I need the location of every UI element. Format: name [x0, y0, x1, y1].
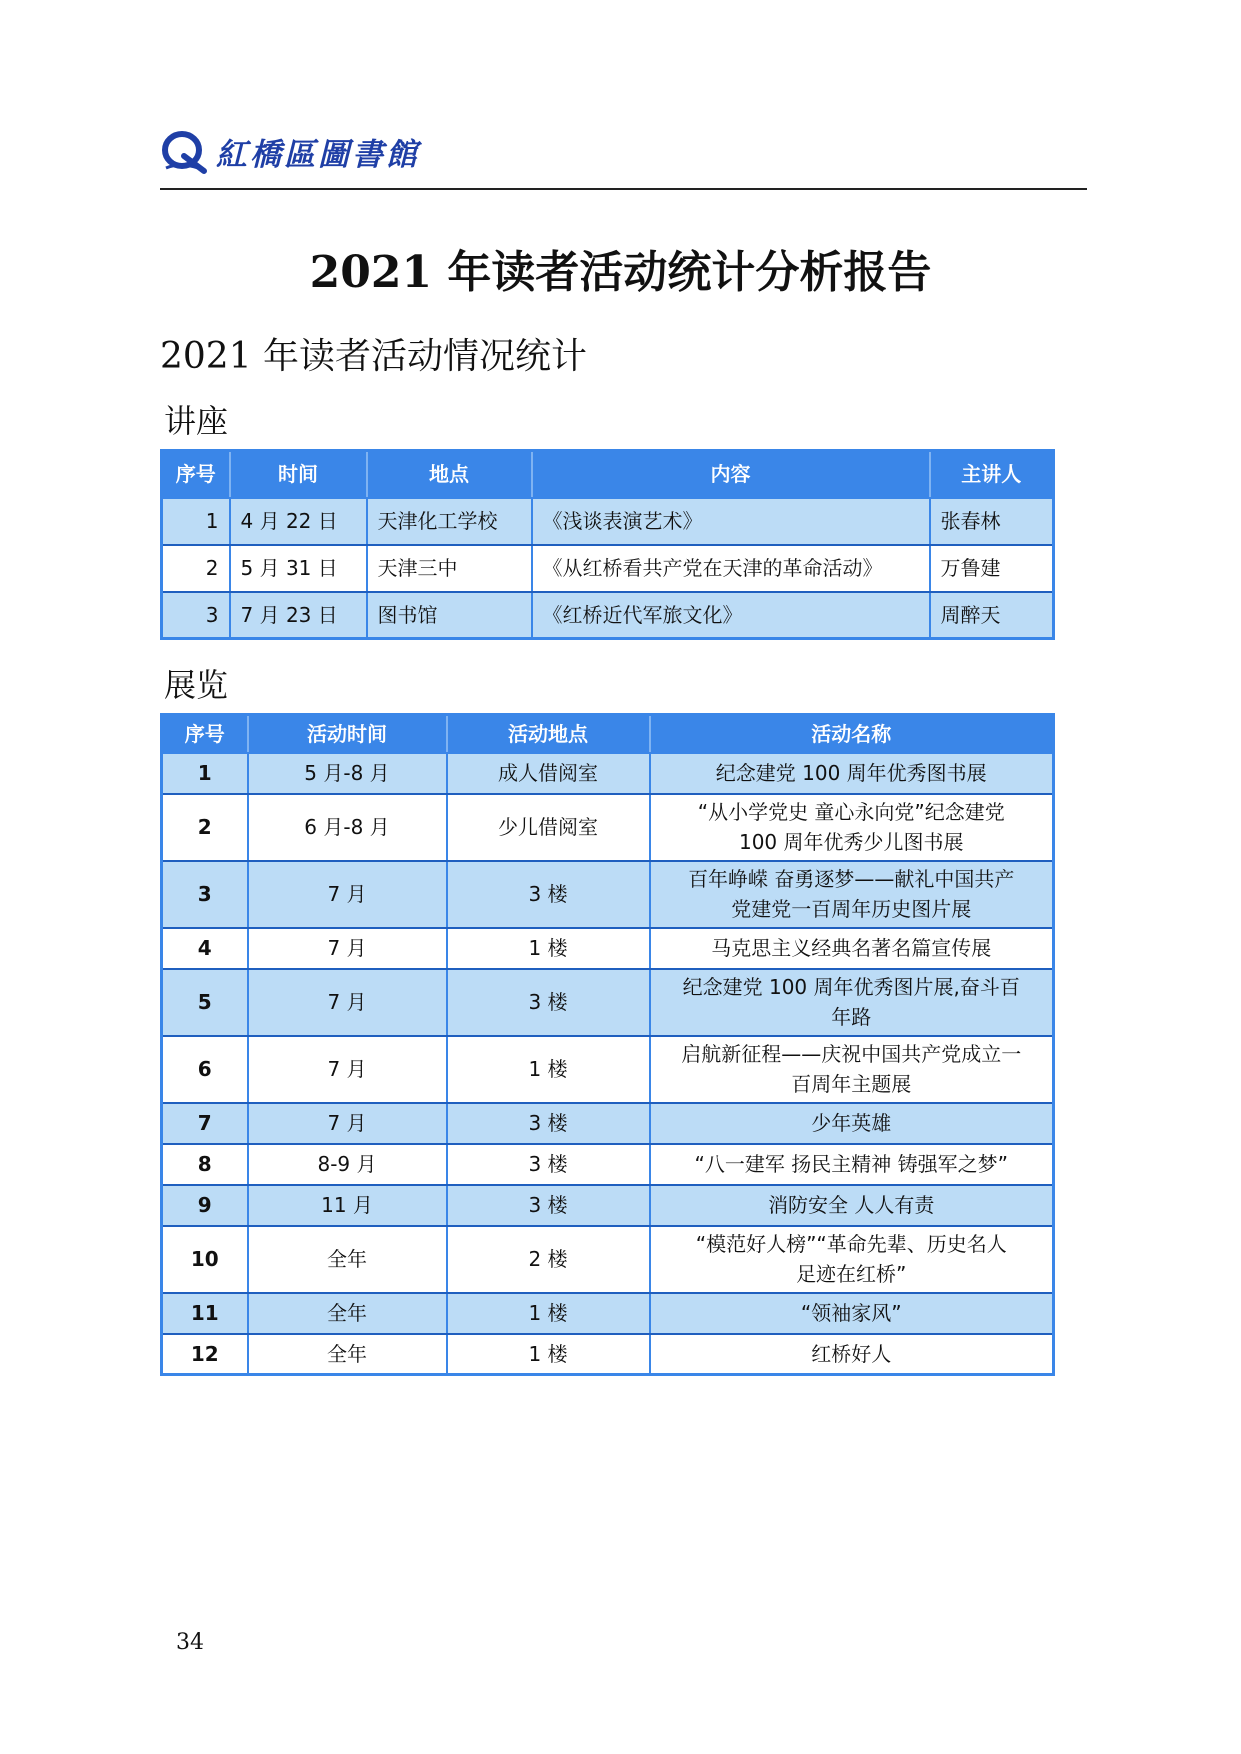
exhibit-number: 3 [162, 861, 248, 928]
report-subtitle: 2021 年读者活动情况统计 [160, 336, 588, 377]
report-title: 2021 年读者活动统计分析报告 [309, 247, 932, 298]
exhibit-name [650, 794, 1054, 861]
table-row [162, 1293, 1054, 1334]
table-row [162, 1334, 1054, 1375]
header-divider [160, 188, 1087, 190]
exhibit-number: 2 [162, 794, 248, 861]
exhibit-place: 1 楼 [447, 928, 650, 969]
lecture-place: 天津三中 [367, 545, 532, 592]
lecture-time: 7 月 23 日 [230, 592, 367, 639]
exhibit-time: 5 月-8 月 [248, 753, 447, 794]
table-row [162, 794, 1054, 861]
page-number: 34 [176, 1630, 204, 1655]
exhibit-number: 5 [162, 969, 248, 1036]
lectures-table [160, 449, 1055, 640]
lecture-speaker: 张春林 [930, 498, 1054, 545]
lecture-number: 2 [162, 545, 230, 592]
column-header: 地点 [367, 451, 532, 498]
table-row [162, 498, 1054, 545]
exhibit-name-line: 纪念建党 100 周年优秀图片展,奋斗百 [682, 975, 1020, 999]
exhibit-name: 红桥好人 [650, 1334, 1054, 1375]
exhibit-name-line: 启航新征程——庆祝中国共产党成立一 [681, 1042, 1022, 1066]
exhibit-name-line: 100 周年优秀少儿图书展 [738, 830, 964, 854]
exhibit-time: 7 月 [248, 928, 447, 969]
exhibit-number: 8 [162, 1144, 248, 1185]
column-header: 序号 [162, 715, 248, 753]
table-row [162, 1103, 1054, 1144]
exhibit-number: 7 [162, 1103, 248, 1144]
lecture-speaker: 万鲁建 [930, 545, 1054, 592]
table-header-row [162, 451, 1054, 498]
exhibit-name-line: “从小学党史 童心永向党”纪念建党 [697, 800, 1005, 824]
exhibit-time: 11 月 [248, 1185, 447, 1226]
exhibit-time: 8-9 月 [248, 1144, 447, 1185]
table-row [162, 592, 1054, 639]
table-row [162, 1036, 1054, 1103]
lecture-time: 4 月 22 日 [230, 498, 367, 545]
exhibit-name [650, 1036, 1054, 1103]
exhibit-time: 7 月 [248, 969, 447, 1036]
lecture-speaker: 周醉天 [930, 592, 1054, 639]
exhibit-name-line: 年路 [831, 1005, 872, 1029]
lecture-place: 天津化工学校 [367, 498, 532, 545]
exhibit-name [650, 861, 1054, 928]
column-header: 主讲人 [930, 451, 1054, 498]
exhibit-name: 纪念建党 100 周年优秀图书展 [650, 753, 1054, 794]
exhibit-name-line: 百年峥嵘 奋勇逐梦——献礼中国共产 [688, 867, 1015, 891]
lecture-number: 3 [162, 592, 230, 639]
exhibitions-table [160, 713, 1055, 1376]
exhibit-name: 少年英雄 [650, 1103, 1054, 1144]
lecture-content: 《从红桥看共产党在天津的革命活动》 [532, 545, 930, 592]
lecture-place: 图书馆 [367, 592, 532, 639]
column-header: 活动时间 [248, 715, 447, 753]
exhibit-time: 6 月-8 月 [248, 794, 447, 861]
exhibit-name-line: “模范好人榜”“革命先辈、历史名人 [695, 1232, 1007, 1256]
exhibit-name-line: 百周年主题展 [791, 1072, 912, 1096]
exhibit-place: 1 楼 [447, 1036, 650, 1103]
exhibit-number: 11 [162, 1293, 248, 1334]
exhibit-time: 全年 [248, 1293, 447, 1334]
exhibit-number: 12 [162, 1334, 248, 1375]
exhibit-place: 3 楼 [447, 861, 650, 928]
lecture-number: 1 [162, 498, 230, 545]
column-header: 活动名称 [650, 715, 1054, 753]
table-row [162, 1144, 1054, 1185]
lecture-content: 《浅谈表演艺术》 [532, 498, 930, 545]
exhibit-time: 7 月 [248, 1036, 447, 1103]
table-row [162, 928, 1054, 969]
exhibit-place: 2 楼 [447, 1226, 650, 1293]
exhibit-name: “领袖家风” [650, 1293, 1054, 1334]
table-row [162, 753, 1054, 794]
exhibit-place: 3 楼 [447, 969, 650, 1036]
exhibit-number: 10 [162, 1226, 248, 1293]
exhibit-name [650, 1226, 1054, 1293]
column-header: 时间 [230, 451, 367, 498]
exhibit-place: 少儿借阅室 [447, 794, 650, 861]
exhibit-name [650, 969, 1054, 1036]
exhibit-time: 全年 [248, 1226, 447, 1293]
library-logo-icon [160, 128, 208, 174]
exhibit-name-line: 足迹在红桥” [796, 1262, 907, 1286]
exhibit-place: 3 楼 [447, 1185, 650, 1226]
table-row [162, 861, 1054, 928]
table-header-row [162, 715, 1054, 753]
exhibit-name: 消防安全 人人有责 [650, 1185, 1054, 1226]
exhibit-time: 7 月 [248, 861, 447, 928]
library-name: 紅橋區圖書館 [216, 136, 420, 173]
page-header [160, 128, 420, 174]
exhibit-place: 1 楼 [447, 1334, 650, 1375]
exhibit-number: 9 [162, 1185, 248, 1226]
table-row [162, 545, 1054, 592]
exhibit-place: 3 楼 [447, 1103, 650, 1144]
lectures-heading: 讲座 [164, 402, 229, 440]
exhibit-name-line: 党建党一百周年历史图片展 [731, 897, 972, 921]
column-header: 序号 [162, 451, 230, 498]
exhibit-number: 1 [162, 753, 248, 794]
exhibit-time: 7 月 [248, 1103, 447, 1144]
exhibit-place: 1 楼 [447, 1293, 650, 1334]
exhibitions-heading: 展览 [164, 666, 229, 704]
exhibit-number: 6 [162, 1036, 248, 1103]
exhibit-number: 4 [162, 928, 248, 969]
exhibit-place: 3 楼 [447, 1144, 650, 1185]
lecture-time: 5 月 31 日 [230, 545, 367, 592]
exhibit-time: 全年 [248, 1334, 447, 1375]
exhibit-name: “八一建军 扬民主精神 铸强军之梦” [650, 1144, 1054, 1185]
column-header: 内容 [532, 451, 930, 498]
column-header: 活动地点 [447, 715, 650, 753]
exhibit-place: 成人借阅室 [447, 753, 650, 794]
exhibit-name: 马克思主义经典名著名篇宣传展 [650, 928, 1054, 969]
table-row [162, 1185, 1054, 1226]
lecture-content: 《红桥近代军旅文化》 [532, 592, 930, 639]
table-row [162, 1226, 1054, 1293]
table-row [162, 969, 1054, 1036]
